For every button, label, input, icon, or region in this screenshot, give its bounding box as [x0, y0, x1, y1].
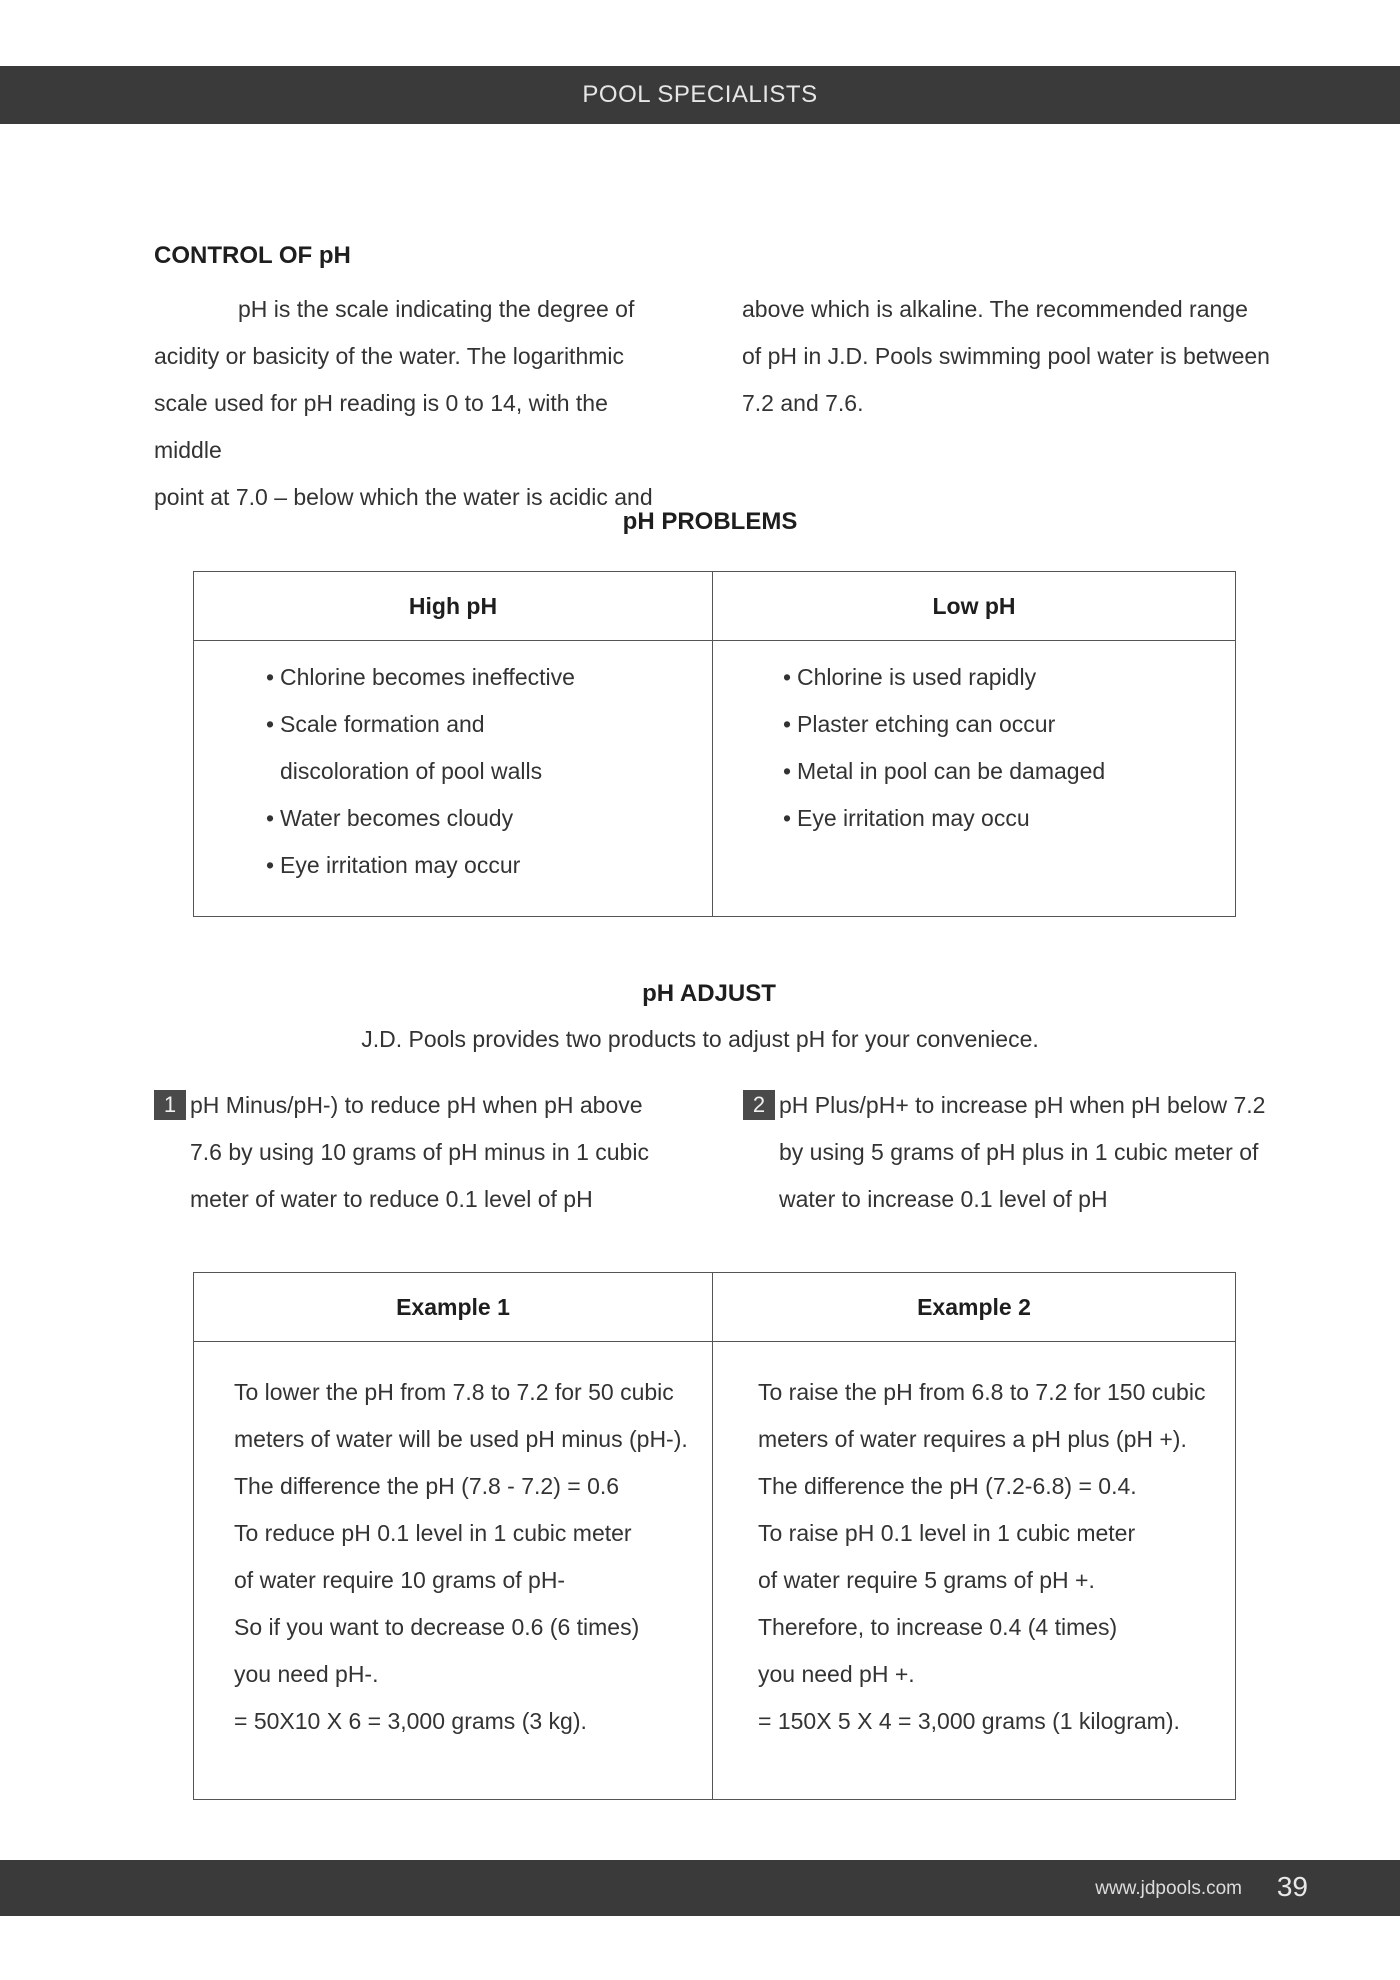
examples-table [193, 1272, 1236, 1800]
page-number: 39 [1276, 1871, 1308, 1902]
control-left-line: pH is the scale indicating the degree of [238, 296, 635, 322]
example-2-cell [713, 1342, 1236, 1800]
example-line: meters of water will be used pH minus (pH-). [234, 1426, 688, 1452]
high-ph-cell [194, 641, 713, 917]
high-ph-list [254, 654, 672, 889]
control-left-line: point at 7.0 – below which the water is acidic and [154, 484, 653, 510]
adjust-title: pH ADJUST [642, 980, 776, 1007]
example-line: To raise the pH from 6.8 to 7.2 for 150 cubic [758, 1379, 1206, 1405]
adjust-item-text: by using 5 grams of pH plus in 1 cubic meter of [779, 1139, 1259, 1165]
example-line: of water require 10 grams of pH- [234, 1567, 566, 1593]
header-title: POOL SPECIALISTS [582, 81, 818, 108]
example-line: To lower the pH from 7.8 to 7.2 for 50 cubic [234, 1379, 674, 1405]
list-item: • Eye irritation may occur [254, 842, 672, 889]
example-line: So if you want to decrease 0.6 (6 times) [234, 1614, 640, 1640]
low-ph-header: Low pH [713, 572, 1236, 641]
adjust-item-2 [743, 1082, 1303, 1223]
number-badge: 2 [743, 1090, 775, 1120]
low-ph-cell [713, 641, 1236, 917]
example-line: The difference the pH (7.8 - 7.2) = 0.6 [234, 1473, 620, 1499]
list-item: • Chlorine is used rapidly [771, 654, 1195, 701]
control-left-column [154, 286, 674, 521]
list-item: • Scale formation and discoloration of pool walls [254, 701, 620, 795]
adjust-item-text: 7.6 by using 10 grams of pH minus in 1 cubic [190, 1139, 649, 1165]
header-bar [0, 66, 1400, 124]
control-title: CONTROL OF pH [154, 242, 351, 269]
adjust-intro: J.D. Pools provides two products to adjust pH for your conveniece. [361, 1026, 1039, 1052]
list-item: • Eye irritation may occu [771, 795, 1195, 842]
control-left-line: scale used for pH reading is 0 to 14, with the middle [154, 390, 608, 463]
example-1-header: Example 1 [194, 1273, 713, 1342]
list-item: • Water becomes cloudy [254, 795, 672, 842]
example-2-lines [758, 1369, 1215, 1745]
adjust-item-1 [154, 1082, 694, 1223]
example-line: you need pH +. [758, 1661, 915, 1687]
number-badge: 1 [154, 1090, 186, 1120]
list-item: • Chlorine becomes ineffective [254, 654, 672, 701]
control-right-line: 7.2 and 7.6. [742, 390, 864, 416]
list-item: • Plaster etching can occur [771, 701, 1195, 748]
example-1-lines [234, 1369, 692, 1745]
problems-title: pH PROBLEMS [622, 508, 798, 535]
low-ph-list [771, 654, 1195, 842]
example-1-cell [194, 1342, 713, 1800]
control-right-line: above which is alkaline. The recommended range [742, 296, 1248, 322]
high-ph-header: High pH [194, 572, 713, 641]
control-left-line: acidity or basicity of the water. The logarithmic [154, 343, 625, 369]
example-line: of water require 5 grams of pH +. [758, 1567, 1095, 1593]
control-right-line: of pH in J.D. Pools swimming pool water is between [742, 343, 1270, 369]
adjust-item-text: meter of water to reduce 0.1 level of pH [190, 1186, 593, 1212]
example-line: To raise pH 0.1 level in 1 cubic meter [758, 1520, 1136, 1546]
footer-bar [0, 1860, 1400, 1916]
example-line: you need pH-. [234, 1661, 379, 1687]
control-right-column [742, 286, 1282, 427]
footer-website-link[interactable]: www.jdpools.com [1095, 1878, 1242, 1899]
adjust-item-text: pH Plus/pH+ to increase pH when pH below 7.2 [779, 1092, 1266, 1118]
example-line: To reduce pH 0.1 level in 1 cubic meter [234, 1520, 632, 1546]
adjust-item-text: water to increase 0.1 level of pH [779, 1186, 1108, 1212]
example-2-header: Example 2 [713, 1273, 1236, 1342]
problems-table [193, 571, 1236, 917]
example-line: = 150X 5 X 4 = 3,000 grams (1 kilogram). [758, 1708, 1180, 1734]
example-line: The difference the pH (7.2-6.8) = 0.4. [758, 1473, 1137, 1499]
list-item: • Metal in pool can be damaged [771, 748, 1195, 795]
example-line: = 50X10 X 6 = 3,000 grams (3 kg). [234, 1708, 587, 1734]
example-line: Therefore, to increase 0.4 (4 times) [758, 1614, 1118, 1640]
adjust-item-text: pH Minus/pH-) to reduce pH when pH above [190, 1092, 643, 1118]
example-line: meters of water requires a pH plus (pH +). [758, 1426, 1187, 1452]
